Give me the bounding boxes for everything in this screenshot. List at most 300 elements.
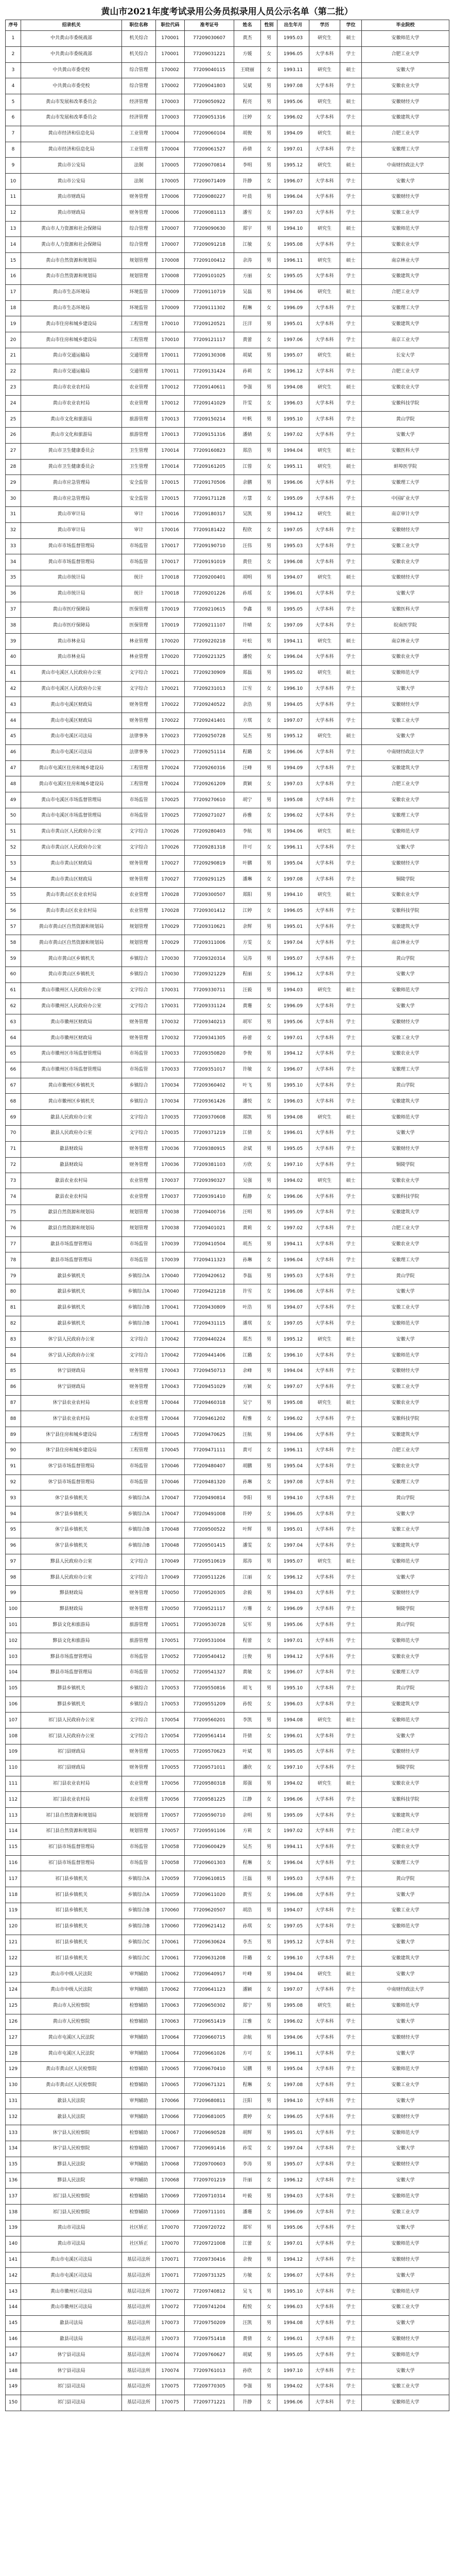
table-row	[6, 1157, 449, 1173]
cell-gender: 女	[261, 2077, 277, 2093]
cell-position: 财务管理	[122, 856, 156, 872]
table-row	[6, 2379, 449, 2395]
cell-index: 43	[6, 697, 21, 713]
cell-gender: 男	[261, 1205, 277, 1221]
cell-gender: 女	[261, 1855, 277, 1871]
cell-agency: 黄山市卫生健康委员会	[21, 459, 122, 475]
cell-agency: 歙县农业农村局	[21, 1189, 122, 1205]
cell-birth: 1997.02	[277, 427, 309, 443]
cell-name: 余辉	[234, 919, 261, 935]
cell-school: 安徽大学	[362, 1887, 449, 1903]
table-row	[6, 1316, 449, 1332]
cell-name: 吴斌	[234, 78, 261, 94]
header-degree: 学位	[340, 20, 362, 31]
cell-agency: 黄山市黄山区自然资源和规划局	[21, 919, 122, 935]
cell-position-code: 170004	[156, 126, 185, 142]
cell-ticket-number: 77209211107	[185, 618, 234, 634]
cell-degree: 硕士	[340, 506, 362, 522]
cell-school: 安徽农业大学	[362, 380, 449, 396]
cell-education: 研究生	[309, 284, 340, 300]
cell-position-code: 170068	[156, 2173, 185, 2189]
cell-school: 安徽科技学院	[362, 396, 449, 412]
cell-index: 111	[6, 1776, 21, 1792]
cell-school: 蚌埠医学院	[362, 459, 449, 475]
cell-education: 大学本科	[309, 744, 340, 760]
cell-index: 23	[6, 380, 21, 396]
cell-index: 92	[6, 1475, 21, 1490]
cell-index: 108	[6, 1728, 21, 1744]
cell-gender: 男	[261, 78, 277, 94]
cell-birth: 1994.09	[277, 126, 309, 142]
cell-position-code: 170034	[156, 1078, 185, 1094]
cell-school: 安徽科技学院	[362, 1792, 449, 1808]
cell-name: 孙倩	[234, 142, 261, 158]
table-row	[6, 1792, 449, 1808]
cell-birth: 1996.04	[277, 650, 309, 666]
cell-school: 安徽大学	[362, 2268, 449, 2284]
cell-birth: 1995.07	[277, 951, 309, 967]
table-row	[6, 1236, 449, 1252]
cell-index: 40	[6, 650, 21, 666]
cell-school: 南京林业大学	[362, 935, 449, 951]
cell-position-code: 170038	[156, 1221, 185, 1236]
cell-gender: 女	[261, 1348, 277, 1364]
cell-gender: 男	[261, 2189, 277, 2205]
cell-degree: 学士	[340, 1839, 362, 1855]
cell-name: 胡杰	[234, 1236, 261, 1252]
cell-ticket-number: 77209580318	[185, 1776, 234, 1792]
cell-gender: 男	[261, 1871, 277, 1887]
cell-agency: 祁门县自然资源和规划局	[21, 1808, 122, 1824]
cell-education: 大学本科	[309, 110, 340, 126]
cell-birth: 1994.09	[277, 760, 309, 776]
cell-gender: 男	[261, 1808, 277, 1824]
cell-birth: 1997.05	[277, 522, 309, 538]
cell-gender: 女	[261, 554, 277, 570]
cell-birth: 1997.01	[277, 142, 309, 158]
cell-name: 郑浩	[234, 443, 261, 459]
cell-school: 安徽建筑大学	[362, 110, 449, 126]
cell-name: 许敏	[234, 1062, 261, 1078]
cell-school: 安徽师范大学	[362, 2284, 449, 2300]
cell-agency: 黄山市徽州区财政局	[21, 1014, 122, 1030]
cell-school: 安徽财经大学	[362, 856, 449, 872]
cell-school: 安徽财经大学	[362, 2109, 449, 2125]
cell-education: 大学本科	[309, 967, 340, 983]
table-row	[6, 2331, 449, 2347]
cell-name: 潘婧	[234, 427, 261, 443]
cell-education: 大学本科	[309, 1236, 340, 1252]
cell-position-code: 170013	[156, 427, 185, 443]
cell-index: 98	[6, 1570, 21, 1586]
cell-school: 安徽工业大学	[362, 538, 449, 554]
cell-school: 安徽建筑大学	[362, 760, 449, 776]
cell-degree: 学士	[340, 237, 362, 253]
cell-position-code: 170067	[156, 2125, 185, 2141]
cell-school: 安徽工业大学	[362, 1300, 449, 1316]
cell-position: 文字综合	[122, 982, 156, 998]
table-row	[6, 2046, 449, 2062]
table-row	[6, 1141, 449, 1157]
cell-birth: 1994.05	[277, 697, 309, 713]
cell-gender: 女	[261, 2014, 277, 2030]
cell-agency: 歙县自然资源和规划局	[21, 1221, 122, 1236]
table-row	[6, 1760, 449, 1776]
cell-gender: 男	[261, 602, 277, 618]
cell-agency: 黟县财政局	[21, 1601, 122, 1617]
cell-position-code: 170066	[156, 2109, 185, 2125]
cell-degree: 学士	[340, 2125, 362, 2141]
cell-name: 胡斌	[234, 348, 261, 364]
cell-position-code: 170045	[156, 1427, 185, 1443]
cell-degree: 学士	[340, 1046, 362, 1062]
cell-degree: 学士	[340, 1284, 362, 1300]
cell-ticket-number: 77209350820	[185, 1046, 234, 1062]
cell-index: 107	[6, 1713, 21, 1728]
cell-degree: 硕士	[340, 94, 362, 110]
cell-position-code: 170033	[156, 1046, 185, 1062]
cell-birth: 1994.10	[277, 2093, 309, 2109]
cell-ticket-number: 77209221325	[185, 650, 234, 666]
cell-school: 黄山学院	[362, 951, 449, 967]
cell-school: 安徽大学	[362, 1935, 449, 1951]
cell-index: 113	[6, 1808, 21, 1824]
cell-name: 胡辉	[234, 2125, 261, 2141]
cell-school: 安徽理工大学	[362, 300, 449, 316]
cell-birth: 1996.12	[277, 967, 309, 983]
cell-name: 郑军	[234, 2220, 261, 2236]
table-row	[6, 1744, 449, 1760]
cell-position: 乡镇综合C	[122, 1935, 156, 1951]
cell-gender: 男	[261, 1141, 277, 1157]
cell-education: 大学本科	[309, 2395, 340, 2411]
cell-position: 财务管理	[122, 189, 156, 205]
cell-ticket-number: 77209210615	[185, 602, 234, 618]
cell-agency: 黄山市徽州区人民政府办公室	[21, 998, 122, 1014]
cell-degree: 学士	[340, 1522, 362, 1538]
cell-agency: 黟县财政局	[21, 1586, 122, 1602]
cell-position-code: 170029	[156, 919, 185, 935]
cell-school: 合肥工业大学	[362, 284, 449, 300]
cell-ticket-number: 77209481320	[185, 1475, 234, 1490]
cell-degree: 学士	[340, 142, 362, 158]
cell-birth: 1996.06	[277, 744, 309, 760]
cell-index: 116	[6, 1855, 21, 1871]
cell-degree: 学士	[340, 1221, 362, 1236]
cell-birth: 1996.03	[277, 1697, 309, 1713]
cell-name: 许雯	[234, 396, 261, 412]
cell-index: 42	[6, 681, 21, 697]
cell-gender: 男	[261, 2093, 277, 2109]
cell-position-code: 170010	[156, 316, 185, 332]
cell-education: 大学本科	[309, 237, 340, 253]
cell-position: 规划管理	[122, 1205, 156, 1221]
cell-ticket-number: 77209681005	[185, 2109, 234, 2125]
cell-education: 大学本科	[309, 1697, 340, 1713]
cell-position: 社区矫正	[122, 2220, 156, 2236]
cell-gender: 女	[261, 650, 277, 666]
cell-agency: 休宁县乡镇机关	[21, 1490, 122, 1506]
cell-name: 汪明	[234, 1205, 261, 1221]
table-row	[6, 2205, 449, 2221]
cell-name: 郑磊	[234, 665, 261, 681]
cell-position: 农业管理	[122, 1189, 156, 1205]
table-row	[6, 1839, 449, 1855]
cell-gender: 女	[261, 1633, 277, 1649]
table-row	[6, 1633, 449, 1649]
cell-birth: 1994.02	[277, 1776, 309, 1792]
cell-education: 研究生	[309, 1110, 340, 1126]
cell-birth: 1996.10	[277, 1951, 309, 1967]
cell-name: 黄可	[234, 1443, 261, 1459]
cell-position-code: 170059	[156, 1887, 185, 1903]
cell-degree: 硕士	[340, 284, 362, 300]
cell-name: 叶晨	[234, 189, 261, 205]
cell-position-code: 170037	[156, 1189, 185, 1205]
cell-birth: 1995.09	[277, 1205, 309, 1221]
cell-gender: 男	[261, 2252, 277, 2268]
cell-index: 122	[6, 1951, 21, 1967]
cell-gender: 女	[261, 744, 277, 760]
cell-degree: 学士	[340, 2220, 362, 2236]
cell-position-code: 170055	[156, 1744, 185, 1760]
cell-position-code: 170044	[156, 1411, 185, 1427]
cell-position: 财务管理	[122, 713, 156, 729]
cell-birth: 1994.08	[277, 380, 309, 396]
cell-index: 99	[6, 1586, 21, 1602]
cell-birth: 1996.12	[277, 1570, 309, 1586]
cell-birth: 1997.05	[277, 1919, 309, 1935]
cell-birth: 1994.12	[277, 2252, 309, 2268]
cell-position: 工程管理	[122, 316, 156, 332]
cell-index: 27	[6, 443, 21, 459]
cell-birth: 1997.10	[277, 2363, 309, 2379]
cell-school: 安徽工业大学	[362, 205, 449, 221]
cell-birth: 1994.12	[277, 1649, 309, 1665]
cell-position-code: 170070	[156, 2236, 185, 2252]
cell-position-code: 170009	[156, 284, 185, 300]
cell-degree: 学士	[340, 412, 362, 428]
cell-name: 方可	[234, 2046, 261, 2062]
cell-agency: 黄山市经济和信息化局	[21, 126, 122, 142]
cell-agency: 中共黄山市委统战部	[21, 31, 122, 47]
cell-position-code: 170033	[156, 1062, 185, 1078]
cell-birth: 1996.06	[277, 475, 309, 491]
cell-index: 79	[6, 1268, 21, 1284]
cell-position: 财务管理	[122, 1586, 156, 1602]
cell-agency: 黄山市林业局	[21, 650, 122, 666]
cell-gender: 男	[261, 1395, 277, 1411]
table-header-row	[6, 20, 449, 31]
cell-index: 26	[6, 427, 21, 443]
cell-school: 安徽工业大学	[362, 1903, 449, 1919]
cell-agency: 黄山市徽州区市场监督管理局	[21, 1062, 122, 1078]
cell-agency: 中共黄山市委党校	[21, 78, 122, 94]
cell-ticket-number: 77209361426	[185, 1094, 234, 1110]
cell-agency: 黄山市黄山区农业农村局	[21, 888, 122, 904]
cell-birth: 1996.07	[277, 1062, 309, 1078]
cell-name: 方敏	[234, 2268, 261, 2284]
cell-gender: 女	[261, 110, 277, 126]
cell-position: 法制	[122, 174, 156, 190]
cell-birth: 1994.06	[277, 284, 309, 300]
cell-degree: 学士	[340, 697, 362, 713]
cell-agency: 祁门县乡镇机关	[21, 1919, 122, 1935]
table-row	[6, 1824, 449, 1840]
cell-degree: 学士	[340, 776, 362, 792]
cell-gender: 男	[261, 2315, 277, 2331]
cell-name: 吴杰	[234, 1839, 261, 1855]
cell-position: 卫生管理	[122, 443, 156, 459]
cell-birth: 1996.09	[277, 2205, 309, 2221]
table-row	[6, 840, 449, 856]
cell-school: 合肥工业大学	[362, 126, 449, 142]
cell-position: 安全监管	[122, 491, 156, 507]
cell-school: 合肥工业大学	[362, 1221, 449, 1236]
cell-index: 150	[6, 2395, 21, 2411]
cell-position-code: 170053	[156, 1697, 185, 1713]
cell-name: 程亮	[234, 94, 261, 110]
cell-education: 大学本科	[309, 2141, 340, 2157]
cell-position: 基层司法所	[122, 2299, 156, 2315]
cell-agency: 祁门县市场监督管理局	[21, 1855, 122, 1871]
cell-education: 大学本科	[309, 1506, 340, 1522]
cell-education: 大学本科	[309, 2252, 340, 2268]
cell-agency: 黄山市屯溪区住房和城乡建设局	[21, 760, 122, 776]
cell-name: 胡飞	[234, 1681, 261, 1697]
cell-name: 程丽	[234, 967, 261, 983]
cell-agency: 黄山市屯溪区人民政府办公室	[21, 681, 122, 697]
cell-ticket-number: 77209701219	[185, 2173, 234, 2189]
cell-gender: 女	[261, 2173, 277, 2189]
cell-index: 82	[6, 1316, 21, 1332]
cell-degree: 学士	[340, 1586, 362, 1602]
table-row	[6, 412, 449, 428]
cell-index: 28	[6, 459, 21, 475]
table-row	[6, 665, 449, 681]
cell-gender: 男	[261, 412, 277, 428]
cell-index: 71	[6, 1141, 21, 1157]
cell-agency: 黄山市发展和改革委员会	[21, 110, 122, 126]
cell-education: 大学本科	[309, 2062, 340, 2078]
cell-degree: 学士	[340, 1078, 362, 1094]
cell-agency: 黄山市审计局	[21, 522, 122, 538]
cell-position-code: 170022	[156, 713, 185, 729]
table-row	[6, 205, 449, 221]
cell-position-code: 170039	[156, 1252, 185, 1268]
cell-education: 研究生	[309, 1713, 340, 1728]
cell-education: 大学本科	[309, 491, 340, 507]
cell-gender: 男	[261, 1363, 277, 1379]
cell-position-code: 170070	[156, 2220, 185, 2236]
cell-gender: 女	[261, 2141, 277, 2157]
cell-position-code: 170006	[156, 189, 185, 205]
table-row	[6, 1125, 449, 1141]
table-row	[6, 2315, 449, 2331]
table-row	[6, 2347, 449, 2363]
cell-agency: 黄山市黄山区人民检察院	[21, 2077, 122, 2093]
cell-agency: 黄山市徽州区人民政府办公室	[21, 982, 122, 998]
cell-position-code: 170048	[156, 1522, 185, 1538]
table-row	[6, 1078, 449, 1094]
table-row	[6, 189, 449, 205]
cell-ticket-number: 77209030607	[185, 31, 234, 47]
cell-index: 120	[6, 1919, 21, 1935]
cell-ticket-number: 77209141029	[185, 396, 234, 412]
cell-degree: 学士	[340, 2379, 362, 2395]
cell-school: 安徽建筑大学	[362, 1205, 449, 1221]
cell-school: 南京林业大学	[362, 253, 449, 269]
cell-name: 黄杰	[234, 31, 261, 47]
cell-position-code: 170017	[156, 538, 185, 554]
cell-position: 文字综合	[122, 1554, 156, 1570]
cell-education: 大学本科	[309, 1855, 340, 1871]
cell-position: 基层司法所	[122, 2315, 156, 2331]
cell-degree: 学士	[340, 1697, 362, 1713]
cell-education: 大学本科	[309, 300, 340, 316]
cell-birth: 1995.12	[277, 158, 309, 174]
cell-agency: 祁门县人民检察院	[21, 2205, 122, 2221]
cell-degree: 学士	[340, 554, 362, 570]
cell-school: 安徽大学	[362, 1728, 449, 1744]
cell-gender: 男	[261, 824, 277, 840]
cell-birth: 1996.06	[277, 2395, 309, 2411]
cell-ticket-number: 77209200401	[185, 570, 234, 586]
cell-position: 农业管理	[122, 888, 156, 904]
cell-gender: 男	[261, 348, 277, 364]
cell-school: 合肥工业大学	[362, 46, 449, 62]
cell-education: 大学本科	[309, 2173, 340, 2189]
cell-school: 安徽大学	[362, 2141, 449, 2157]
cell-index: 1	[6, 31, 21, 47]
cell-degree: 学士	[340, 856, 362, 872]
cell-position: 财务管理	[122, 1744, 156, 1760]
table-row	[6, 935, 449, 951]
cell-gender: 女	[261, 396, 277, 412]
cell-education: 大学本科	[309, 935, 340, 951]
cell-name: 李俊	[234, 1046, 261, 1062]
cell-index: 60	[6, 967, 21, 983]
cell-agency: 歙县市场监督管理局	[21, 1236, 122, 1252]
cell-agency: 歙县市场监督管理局	[21, 1252, 122, 1268]
cell-agency: 黄山市屯溪区司法局	[21, 2252, 122, 2268]
cell-education: 研究生	[309, 1776, 340, 1792]
cell-position: 综合管理	[122, 78, 156, 94]
cell-position: 检察辅助	[122, 1998, 156, 2014]
cell-gender: 女	[261, 1125, 277, 1141]
cell-school: 铜陵学院	[362, 872, 449, 888]
cell-birth: 1993.11	[277, 62, 309, 78]
cell-position-code: 170035	[156, 1110, 185, 1126]
cell-index: 102	[6, 1633, 21, 1649]
cell-ticket-number: 77209091218	[185, 237, 234, 253]
cell-index: 2	[6, 46, 21, 62]
cell-school: 安徽工业大学	[362, 713, 449, 729]
cell-name: 方雯	[234, 935, 261, 951]
table-row	[6, 284, 449, 300]
table-row	[6, 1221, 449, 1236]
cell-name: 潘悦	[234, 1094, 261, 1110]
cell-school: 安徽科技学院	[362, 1411, 449, 1427]
cell-index: 18	[6, 300, 21, 316]
cell-index: 119	[6, 1903, 21, 1919]
cell-position-code: 170066	[156, 2093, 185, 2109]
cell-index: 10	[6, 174, 21, 190]
cell-education: 研究生	[309, 665, 340, 681]
cell-education: 大学本科	[309, 1887, 340, 1903]
table-row	[6, 2030, 449, 2046]
cell-degree: 学士	[340, 2363, 362, 2379]
